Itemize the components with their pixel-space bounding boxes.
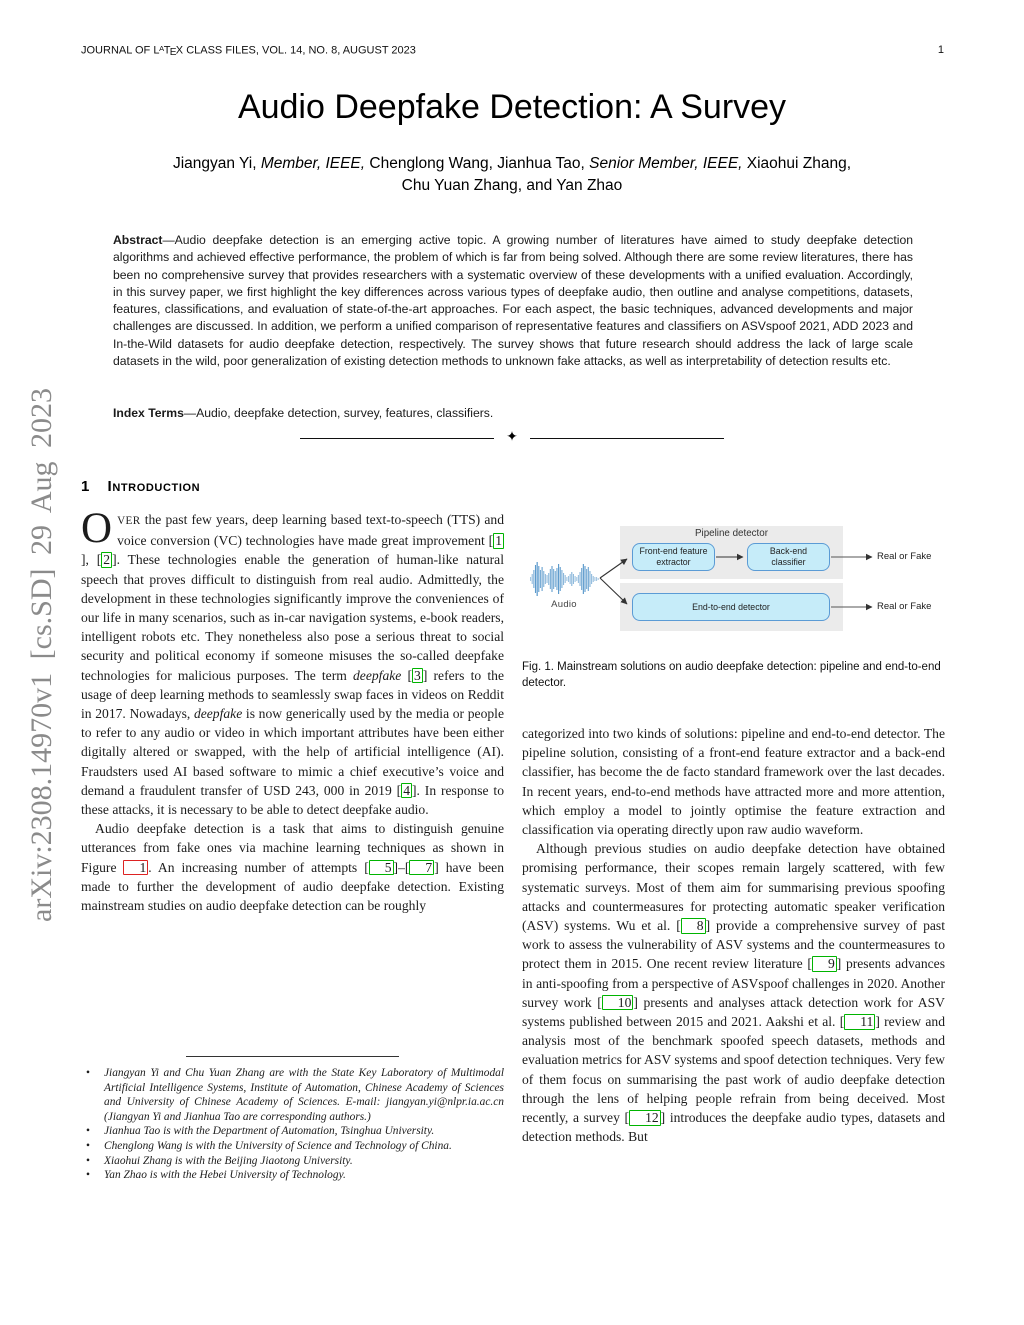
citation-link[interactable]: 3 — [414, 667, 421, 683]
right-column-text — [522, 724, 945, 1146]
citation-link[interactable]: 4 — [403, 782, 410, 798]
footnote-item: • Jiangyan Yi and Chu Yuan Zhang are with the State Key Laboratory of Multimodal Artificial Intelligence Systems, Institute of Automation, Chinese Academy of Sciences and University of Chinese Academy of Sciences. E-mail: jiangyan.yi@nlpr.ia.ac.cn (Jiangyan Yi and Jianhua Tao are corresponding authors.) — [81, 1066, 504, 1124]
pipeline-detector-label: Pipeline detector — [695, 528, 768, 539]
page-header — [81, 44, 944, 58]
audio-label: Audio — [551, 599, 577, 610]
section-heading-introduction — [81, 478, 504, 495]
author-line-1: Jiangyan Yi, Member, IEEE, Chenglong Wang, Jianhua Tao, Senior Member, IEEE, Xiaohui Zhang, — [172, 155, 852, 172]
arxiv-watermark: arXiv:2308.14970v1 [cs.SD] 29 Aug 2023 — [25, 388, 58, 922]
section-title: Introduction — [107, 478, 201, 495]
footnote-item: • Xiaohui Zhang is with the Beijing Jiaotong University. — [81, 1154, 504, 1169]
page-number: 1 — [937, 44, 944, 56]
section-number: 1 — [81, 478, 90, 495]
citation-link[interactable]: 7 — [409, 860, 434, 876]
divider-rule-left — [300, 438, 494, 439]
diamond-icon: ✦ — [506, 430, 518, 445]
figure-1-caption: Fig. 1. Mainstream solutions on audio deepfake detection: pipeline and end-to-end detector. — [522, 661, 941, 689]
figure-1 — [522, 522, 945, 637]
paper-title: Audio Deepfake Detection: A Survey — [237, 88, 787, 126]
body-paragraph-related-work: Although previous studies on audio deepfake detection have obtained promising performance, their scopes remain largely scattered, with few systematic surveys. Most of them aim for summarising previous spoofing attacks and countermeasures for protecting automatic speaker verification (ASV) systems. Wu et al. [ 8 ] provide a comprehensive survey of past work to assess the vulnerability of ASV systems and the countermeasures to protect them in 2015. One recent review literature [ 9 ] presents advances in anti-spoofing from a perspective of ASVspoof challenges in 2020. Another survey work [ 10 ] presents and analyses attack detection work for ASV systems published between 2015 and 2021. Aakshi et al. [ 11 ] review and analysis most of the benchmark spoofed speech datasets, methods and evaluation metrics for ASV systems and spoof detection techniques. Very few of them focus on summarising the past work of audio deepfake detection through the lens of helping people refrain from being deceived. Most recently, a survey [ 12 ] introduces the deepfake audio types, datasets and detection methods. But — [522, 841, 946, 1145]
figure-ref-link[interactable]: 1 — [123, 860, 148, 876]
journal-line: JOURNAL OF $L^ATEX$ CLASS FILES, VOL. 14, NO. 8, AUGUST 2023 — [81, 44, 416, 59]
citation-link[interactable]: 10 — [602, 995, 634, 1011]
citation-link[interactable]: 5 — [369, 860, 394, 876]
intro-paragraph-2: Audio deepfake detection is a task that aims to distinguish genuine utterances from fake ones via machine learning techniques as shown in Figure 1 . An increasing number of attempts [ 5 ]–[ 7 ] have been made to further the development of audio deepfake detection. Existing mainstream studies on audio deepfake detection can be roughly — [81, 821, 505, 914]
citation-link[interactable]: 2 — [103, 552, 111, 568]
author-footnotes — [81, 1056, 504, 1183]
right-column — [522, 478, 945, 1146]
author-list — [0, 153, 1024, 197]
divider-rule-right — [530, 438, 724, 439]
real-or-fake-label-bottom: Real or Fake — [877, 601, 932, 612]
footnote-item: • Chenglong Wang is with the University of Science and Technology of China. — [81, 1139, 504, 1154]
body-paragraph-continuation: categorized into two kinds of solutions: pipeline and end-to-end detector. The pipeline solution, consisting of a front-end feature extractor and a back-end classifier, has become the de facto standard framework over the last decades. In recent years, end-to-end methods have attracted more and more attention, which employ a model to jointly optimise the feature extraction and classification via operating directly upon raw audio waveform. — [522, 726, 945, 838]
footnote-rule — [186, 1056, 399, 1057]
section-divider — [300, 431, 724, 445]
real-or-fake-label-top: Real or Fake — [877, 551, 932, 562]
citation-link[interactable]: 9 — [812, 956, 837, 972]
audio-waveform-icon — [528, 561, 600, 597]
footnote-item: • Jianhua Tao is with the Department of Automation, Tsinghua University. — [81, 1124, 504, 1139]
citation-link[interactable]: 12 — [629, 1110, 661, 1126]
author-line-2: Chu Yuan Zhang, and Yan Zhao — [401, 177, 623, 194]
citation-link[interactable]: 8 — [681, 918, 706, 934]
citation-link[interactable]: 11 — [844, 1014, 875, 1030]
index-terms: Index Terms—Audio, deepfake detection, survey, features, classifiers. — [113, 406, 494, 420]
left-column — [81, 478, 504, 915]
citation-link[interactable]: 1 — [495, 533, 502, 549]
backend-classifier-box: Back-end classifier — [747, 543, 830, 571]
intro-paragraph-1: OVER the past few years, deep learning based text-to-speech (TTS) and voice conversion (VC) technologies have made great improvement [ 1], [ 2 ]. These technologies enable the generation of human-like natural speech that proves difficult to distinguish from real audio. Admittedly, the development in these technologies significantly improve the conveniences of our life in many scenarios, such as in-car navigation systems, e-book readers, intelligent robots etc. They nonetheless also pose a serious threat to social security and political economy if someone misuses the so-called deepfake technologies for malicious purposes. The term deepfake [ 3 ] refers to the usage of deep learning methods to seamlessly swap faces in videos on Reddit in 2017. Nowadays, deepfake is now generically used by the media or people to refer to any audio or video in which important attributes have been either digitally altered or swapped, with the help of artificial intelligence (AI). Fraudsters used AI based software to mimic a chief executive’s voice and demand a fraudulent transfer of USD 243, 000 in 2019 [ 4 ]. In response to these attacks, it is necessary to be able to detect deepfake audio. — [81, 505, 505, 818]
footnote-item: • Yan Zhao is with the Hebei University of Technology. — [81, 1168, 504, 1183]
frontend-feature-extractor-box: Front-end feature extractor — [632, 543, 715, 571]
end-to-end-detector-box: End-to-end detector — [632, 593, 830, 621]
abstract: Abstract—Audio deepfake detection is an emerging active topic. A growing number of literatures have aimed to study deepfake detection algorithms and achieved effective performance, the problem of which is far from being solved. Although there are some review literatures, there has been no comprehensive survey that provides researchers with a systematic overview of these developments with a unified evaluation. Accordingly, in this survey paper, we first highlight the key differences across various types of deepfake audio, then outline and analyse competitions, datasets, features, classifications, and evaluation of state-of-the-art approaches. For each aspect, the basic techniques, advanced developments and major challenges are discussed. In addition, we perform a unified comparison of representative features and classifiers on ASVspoof 2021, ADD 2023 and In-the-Wild datasets for audio deepfake detection, respectively. The survey shows that future research should address the lack of large scale datasets in the wild, poor generalization of existing detection methods to unknown fake attacks, as well as interpretability of detection results etc. — [113, 233, 913, 369]
